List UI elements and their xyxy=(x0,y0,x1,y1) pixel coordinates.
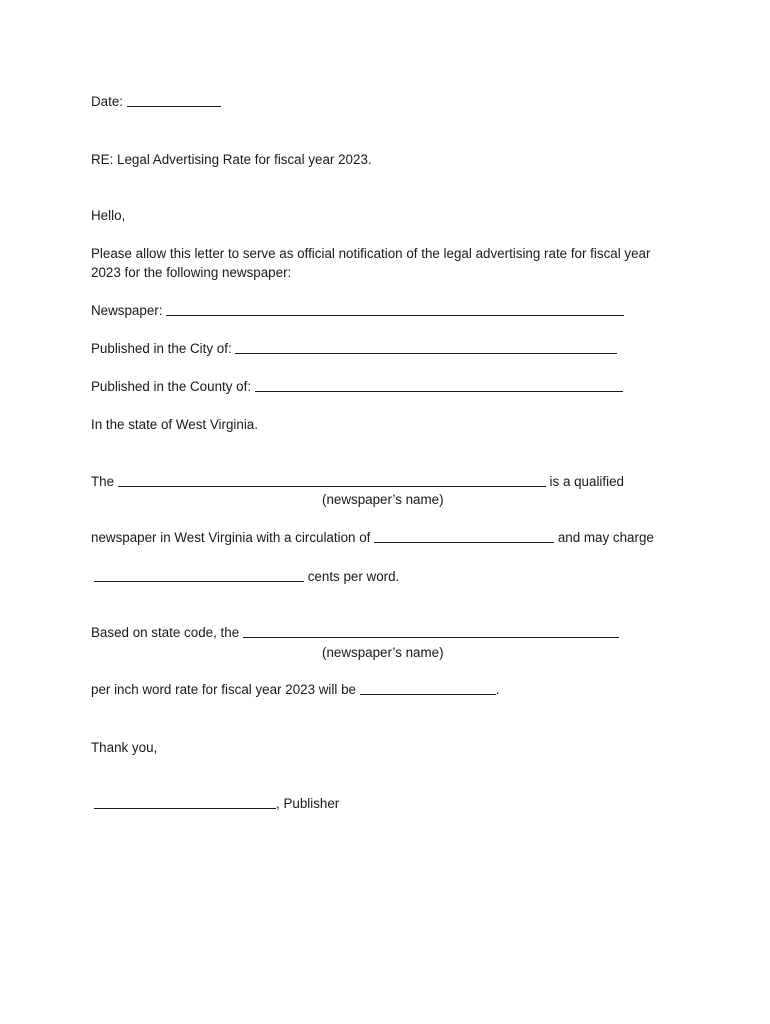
newspaper-name-blank[interactable] xyxy=(118,474,546,487)
the-prefix: The xyxy=(91,474,115,489)
rate-prefix: per inch word rate for fiscal year 2023 will be xyxy=(91,682,356,697)
newspaper-label: Newspaper: xyxy=(91,303,163,318)
intro-line-2: 2023 for the following newspaper: xyxy=(91,265,292,280)
re-line: RE: Legal Advertising Rate for fiscal year 2023. xyxy=(91,152,372,167)
newspaper-line xyxy=(91,303,624,319)
county-line xyxy=(91,379,623,395)
publisher-signature-blank[interactable] xyxy=(94,796,276,809)
publisher-suffix: , Publisher xyxy=(276,796,340,811)
county-label: Published in the County of: xyxy=(91,379,252,394)
cents-blank[interactable] xyxy=(94,569,304,582)
greeting: Hello, xyxy=(91,208,126,223)
rate-blank[interactable] xyxy=(360,682,496,695)
date-blank[interactable] xyxy=(127,94,221,107)
cents-line xyxy=(94,569,399,585)
circulation-blank[interactable] xyxy=(374,530,554,543)
intro-line-1: Please allow this letter to serve as official notification of the legal advertising rate for fiscal year xyxy=(91,246,651,261)
closing: Thank you, xyxy=(91,740,158,755)
state-code-newspaper-blank[interactable] xyxy=(243,625,619,638)
cents-suffix: cents per word. xyxy=(307,569,400,584)
date-line xyxy=(91,94,221,110)
rate-suffix: . xyxy=(495,682,500,697)
newspaper-blank[interactable] xyxy=(166,303,624,316)
city-line xyxy=(91,341,617,357)
qualified-line xyxy=(91,474,624,490)
newspaper-name-caption: (newspaper’s name) xyxy=(322,492,444,507)
state-line: In the state of West Virginia. xyxy=(91,417,258,432)
qualified-suffix: is a qualified xyxy=(549,474,624,489)
city-blank[interactable] xyxy=(235,341,617,354)
city-label: Published in the City of: xyxy=(91,341,232,356)
rate-line xyxy=(91,682,499,698)
state-code-prefix: Based on state code, the xyxy=(91,625,240,640)
newspaper-name-caption-2: (newspaper’s name) xyxy=(322,645,444,660)
date-label: Date: xyxy=(91,94,124,109)
circulation-suffix: and may charge xyxy=(557,530,654,545)
state-code-line xyxy=(91,625,619,641)
publisher-line xyxy=(94,796,339,812)
circulation-line xyxy=(91,530,654,546)
county-blank[interactable] xyxy=(255,379,623,392)
circulation-prefix: newspaper in West Virginia with a circulation of xyxy=(91,530,371,545)
